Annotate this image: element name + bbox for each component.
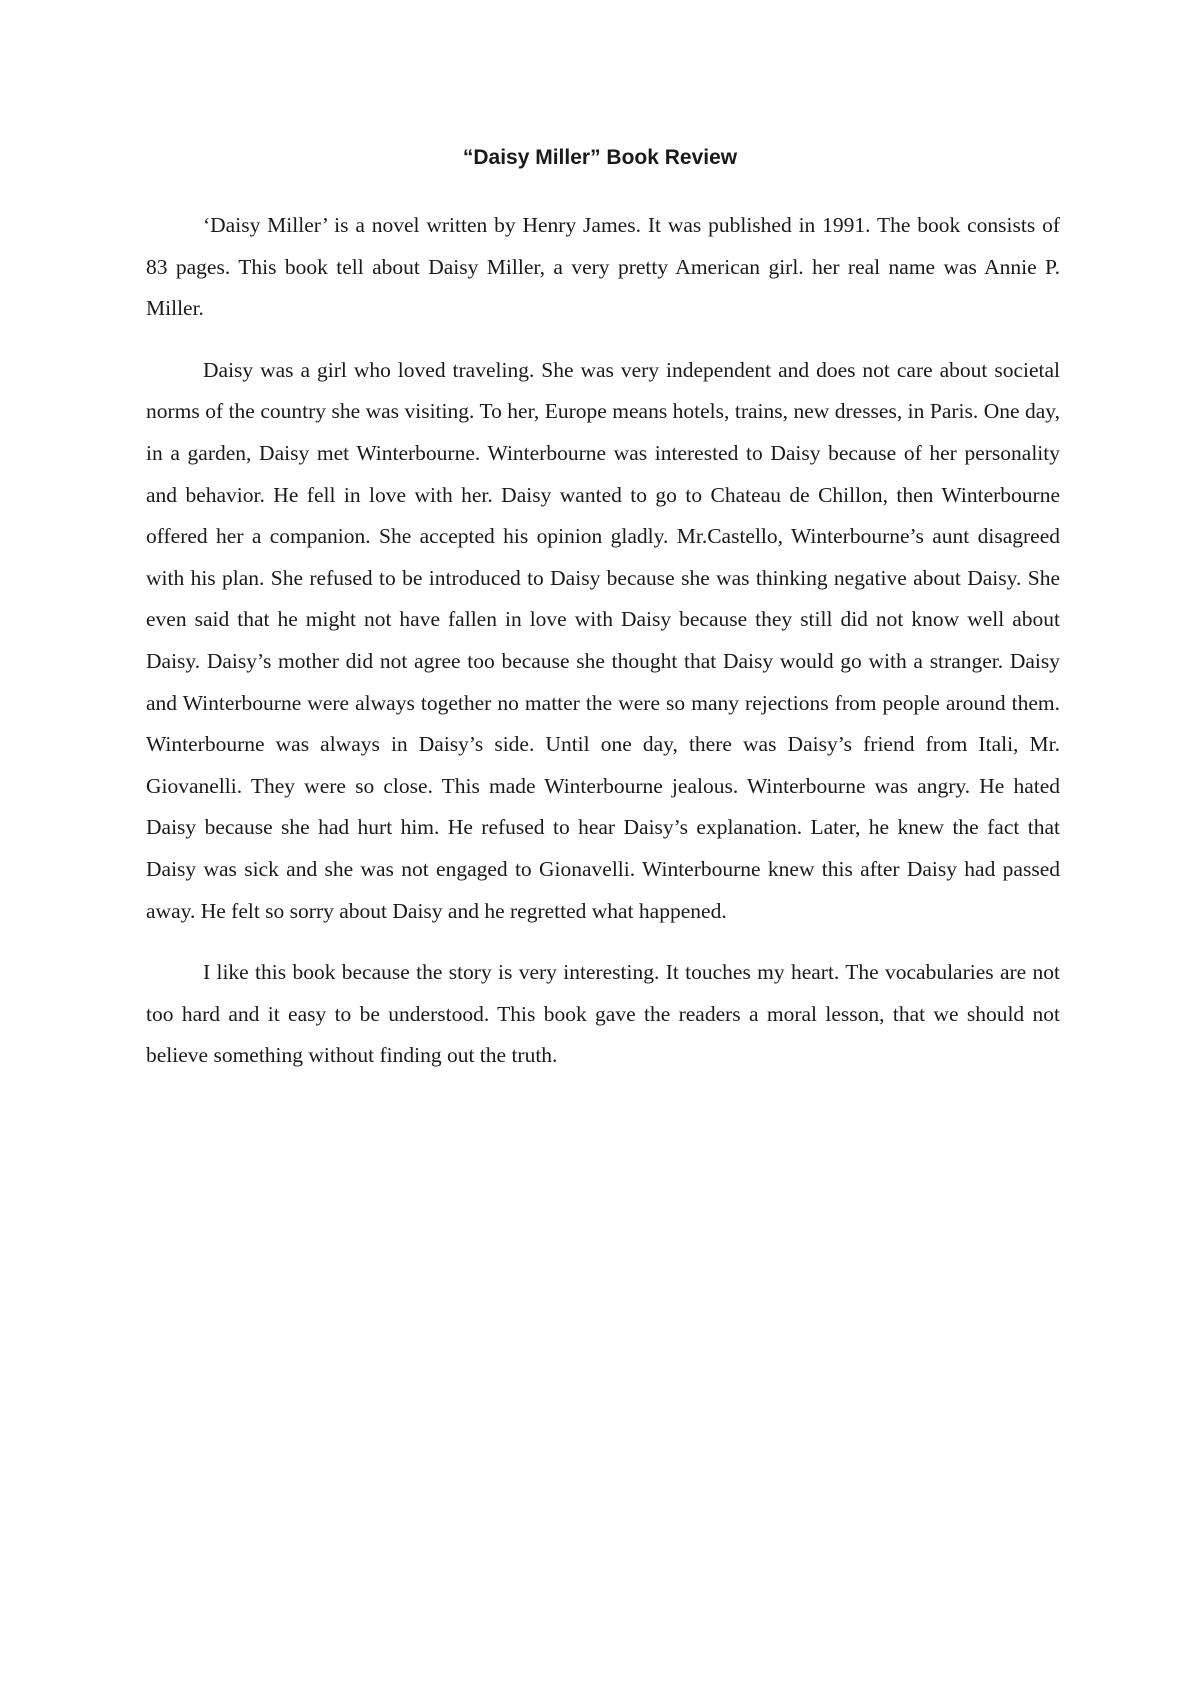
paragraph-summary: Daisy was a girl who loved traveling. She was very independent and does not care about societal norms of the country she was visiting. To her, Europe means hotels, trains, new dresses, in Paris. One day, in a garden, Daisy met Winterbourne. Winterbourne was interested to Daisy because of her personality and behavior. He fell in love with her. Daisy wanted to go to Chateau de Chillon, then Winterbourne offered her a companion. She accepted his opinion gladly. Mr.Castello, Winterbourne’s aunt disagreed with his plan. She refused to be introduced to Daisy because she was thinking negative about Daisy. She even said that he might not have fallen in love with Daisy because they still did not know well about Daisy. Daisy’s mother did not agree too because she thought that Daisy would go with a stranger. Daisy and Winterbourne were always together no matter the were so many rejections from people around them. Winterbourne was always in Daisy’s side. Until one day, there was Daisy’s friend from Itali, Mr. Giovanelli. They were so close. This made Winterbourne jealous. Winterbourne was angry. He hated Daisy because she had hurt him. He refused to hear Daisy’s explanation. Later, he knew the fact that Daisy was sick and she was not engaged to Gionavelli. Winterbourne knew this after Daisy had passed away. He felt so sorry about Daisy and he regretted what happened. [146,357,1060,923]
document-body [146,205,1060,1097]
paragraph-opinion: I like this book because the story is very interesting. It touches my heart. The vocabularies are not too hard and it easy to be understood. This book gave the readers a moral lesson, that we should not believe something without finding out the truth. [146,960,1060,1068]
page-title: “Daisy Miller” Book Review [462,146,738,169]
paragraph-intro: ‘Daisy Miller’ is a novel written by Henry James. It was published in 1991. The book consists of 83 pages. This book tell about Daisy Miller, a very pretty American girl. her real name was Annie P. Miller. [146,213,1060,321]
